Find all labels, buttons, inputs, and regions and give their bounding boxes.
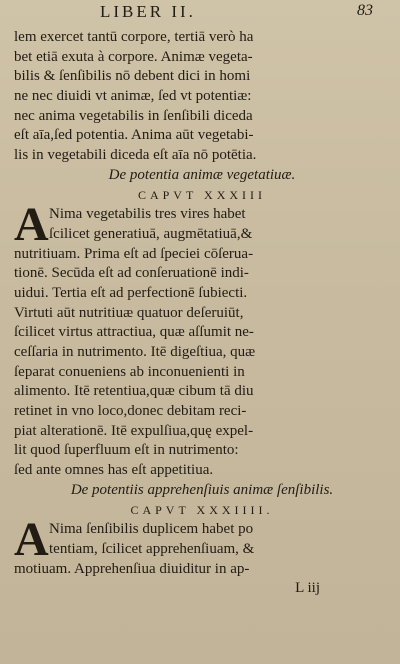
text-line: nec anima vegetabilis in ſenſibili diceda bbox=[14, 107, 253, 124]
text-line: ſed ante omnes has eſt appetitiua. bbox=[14, 462, 214, 479]
text-line: tentiam, ſcilicet apprehenſiuam, & bbox=[49, 540, 255, 557]
text-line: uidui. Tertia eſt ad perfectionē ſubiecti. bbox=[14, 284, 248, 301]
text-line: alimento. Itē retentiua,quæ cibum tā diu bbox=[14, 383, 254, 400]
chapter-opening bbox=[14, 513, 390, 567]
text-line: Nima ſenſibilis duplicem habet po bbox=[49, 521, 254, 538]
page-number: 83 bbox=[357, 2, 373, 19]
body-text bbox=[14, 28, 390, 599]
chapter-label: CAPVT XXXIIII. bbox=[130, 502, 274, 517]
text-line: Virtuti aūt nutritiuæ quatuor deſeruiūt, bbox=[14, 304, 244, 321]
text-line: retinet in vno loco,donec debitam reci- bbox=[14, 403, 247, 420]
text-line: lit quod ſuperfluum eſt in nutrimento: bbox=[14, 442, 239, 459]
text-line: lem exercet tantū corpore, tertiā verò ha bbox=[14, 29, 254, 45]
section-heading: De potentiis apprehenſiuis animæ ſenſibilis. bbox=[70, 481, 334, 498]
chapter-label: CAPVT XXXIII bbox=[137, 187, 267, 202]
text-line: motiuam. Apprehenſiua diuiditur in ap- bbox=[14, 560, 250, 577]
text-line: lis in vegetabili diceda eſt aīa nō potētia. bbox=[14, 147, 257, 164]
text-line: eſt aīa,ſed potentia. Anima aūt vegetabi- bbox=[14, 127, 254, 144]
text-line: ne nec diuidi vt animæ, ſed vt potentiæ: bbox=[14, 88, 252, 105]
text-line: ſcilicet virtus attractiua, quæ aſſumit ne- bbox=[14, 324, 254, 341]
signature-mark: L iij bbox=[295, 580, 320, 597]
chapter-opening bbox=[14, 198, 390, 252]
text-line: piat alterationē. Itē expulſiua,quę expel- bbox=[14, 422, 254, 439]
text-line: bilis & ſenſibilis nō debent dici in homi bbox=[14, 68, 251, 85]
text-line: ſcilicet generatiuā, augmētatiuā,& bbox=[49, 225, 253, 242]
drop-cap: A bbox=[14, 513, 49, 567]
running-head: LIBER II. bbox=[100, 2, 196, 21]
text-line: ſeparat conueniens ab inconuenienti in bbox=[14, 363, 245, 380]
section-heading: De potentia animæ vegetatiuæ. bbox=[108, 166, 296, 183]
text-line: Nima vegetabilis tres vires habet bbox=[49, 206, 246, 223]
text-line: tionē. Secūda eſt ad conſeruationē indi- bbox=[14, 265, 249, 282]
text-line: bet etiā exuta à corpore. Animæ vegeta- bbox=[14, 48, 253, 65]
text-line: nutritiuam. Prima eſt ad ſpeciei cōſerua- bbox=[14, 245, 254, 262]
page-header bbox=[0, 0, 400, 26]
drop-cap: A bbox=[14, 198, 49, 252]
text-line: ceſſaria in nutrimento. Itē digeſtiua, quæ bbox=[14, 344, 256, 360]
